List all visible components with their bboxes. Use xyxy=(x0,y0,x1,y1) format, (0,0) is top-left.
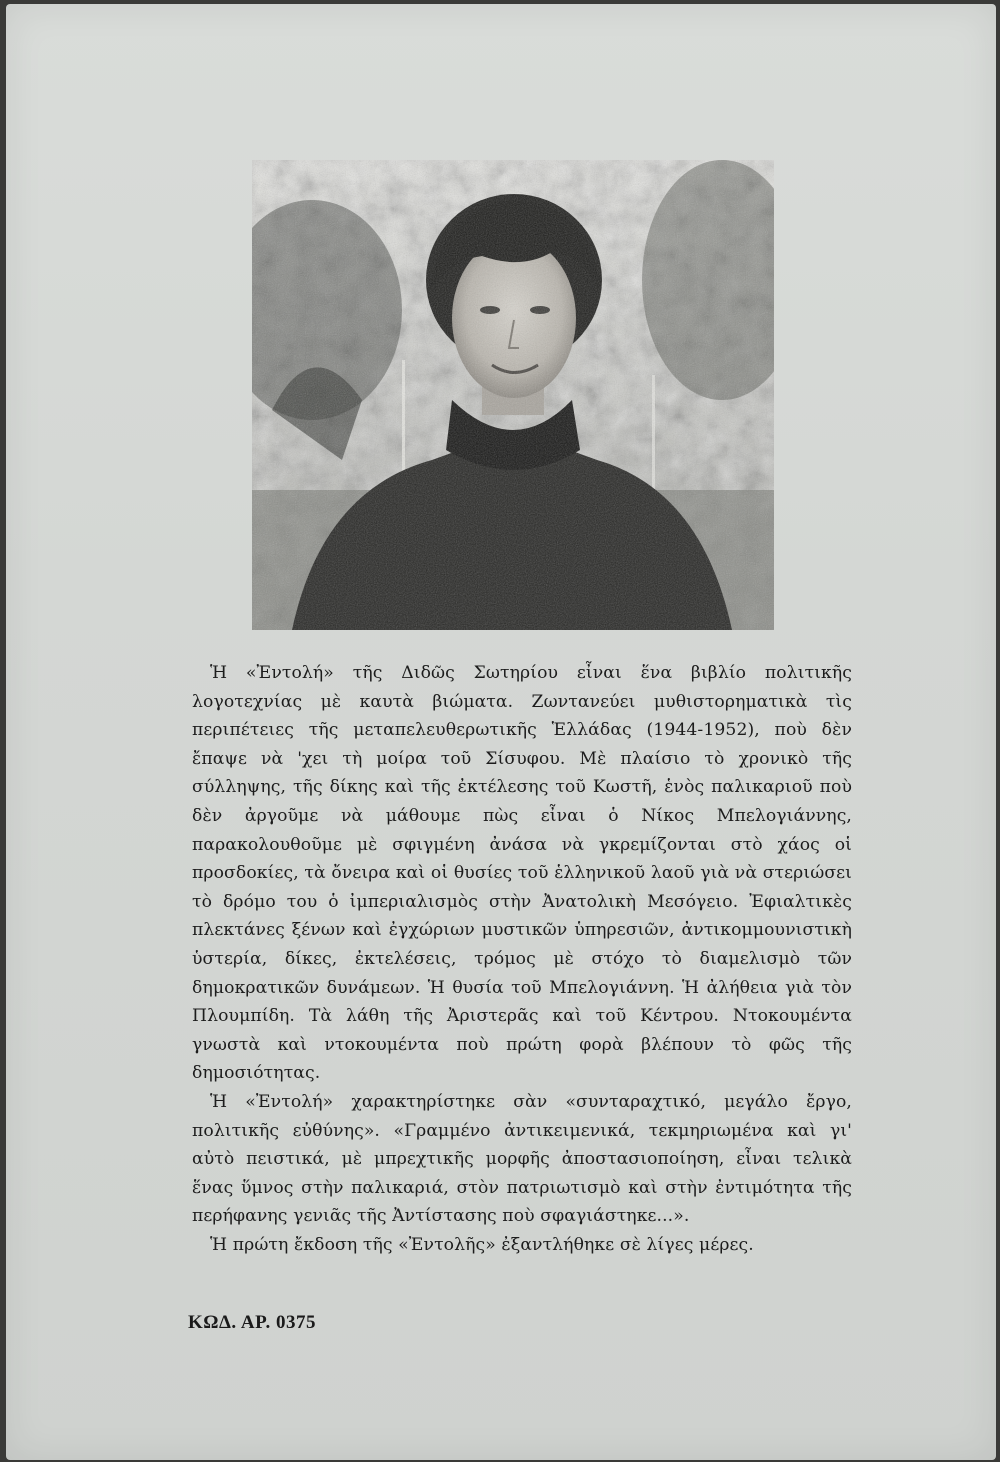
blurb-text xyxy=(192,659,852,1259)
blurb-paragraph: Ἡ «Ἐντολή» χαρακτηρίστηκε σὰν «συνταραχτικό, μεγάλο ἔργο, πολιτικῆς εὐθύνης». «Γραμμένο ἀντικειμενικά, τεκμηριωμένα καὶ γι' αὐτὸ πειστικά, μὲ μπρεχτικῆς μορφῆς ἀποστασιοποίηση, εἶναι τελικὰ ἕνας ὕμνος στὴν παλικαριά, στὸν πατριωτισμὸ καὶ στὴν ἐντιμότητα τῆς περήφανης γενιᾶς τῆς Ἀντίστασης ποὺ σφαγιάστηκε...». xyxy=(192,1091,852,1227)
book-back-cover xyxy=(6,4,996,1460)
author-portrait xyxy=(252,160,774,630)
blurb-paragraph: Ἡ πρώτη ἔκδοση τῆς «Ἐντολῆς» ἐξαντλήθηκε σὲ λίγες μέρες. xyxy=(210,1234,754,1255)
catalog-code: ΚΩΔ. ΑΡ. 0375 xyxy=(188,1312,316,1333)
blurb-paragraph: Ἡ «Ἐντολή» τῆς Διδῶς Σωτηρίου εἶναι ἕνα βιβλίο πολιτικῆς λογοτεχνίας μὲ καυτὰ βιώματα. Ζωντανεύει μυθιστορηματικὰ τὶς περιπέτειες τῆς μεταπελευθερωτικῆς Ἑλλάδας (1944-1952), ποὺ δὲν ἔπαψε νὰ 'χει τὴ μοίρα τοῦ Σίσυφου. Μὲ πλαίσιο τὸ χρονικὸ τῆς σύλληψης, τῆς δίκης καὶ τῆς ἐκτέλεσης τοῦ Κωστῆ, ἑνὸς παλικαριοῦ ποὺ δὲν ἀργοῦμε νὰ μάθουμε πὼς εἶναι ὁ Νίκος Μπελογιάννης, παρακολουθοῦμε μὲ σφιγμένη ἀνάσα νὰ γκρεμίζονται στὸ χάος οἱ προσδοκίες, τὰ ὄνειρα καὶ οἱ θυσίες τοῦ ἑλληνικοῦ λαοῦ γιὰ νὰ στεριώσει τὸ δρόμο του ὁ ἰμπεριαλισμὸς στὴν Ἀνατολικὴ Μεσόγειο. Ἐφιαλτικὲς πλεκτάνες ξένων καὶ ἐγχώριων μυστικῶν ὑπηρεσιῶν, ἀντικομμουνιστικὴ ὑστερία, δίκες, ἐκτελέσεις, τρόμος μὲ στόχο τὸ διαμελισμὸ τῶν δημοκρατικῶν δυνάμεων. Ἡ θυσία τοῦ Μπελογιάννη. Ἡ ἀλήθεια γιὰ τὸν Πλουμπίδη. Τὰ λάθη τῆς Ἀριστερᾶς καὶ τοῦ Κέντρου. Ντοκουμέντα γνωστὰ καὶ ντοκουμέντα ποὺ πρώτη φορὰ βλέπουν τὸ φῶς τῆς δημοσιότητας. xyxy=(192,663,852,1084)
